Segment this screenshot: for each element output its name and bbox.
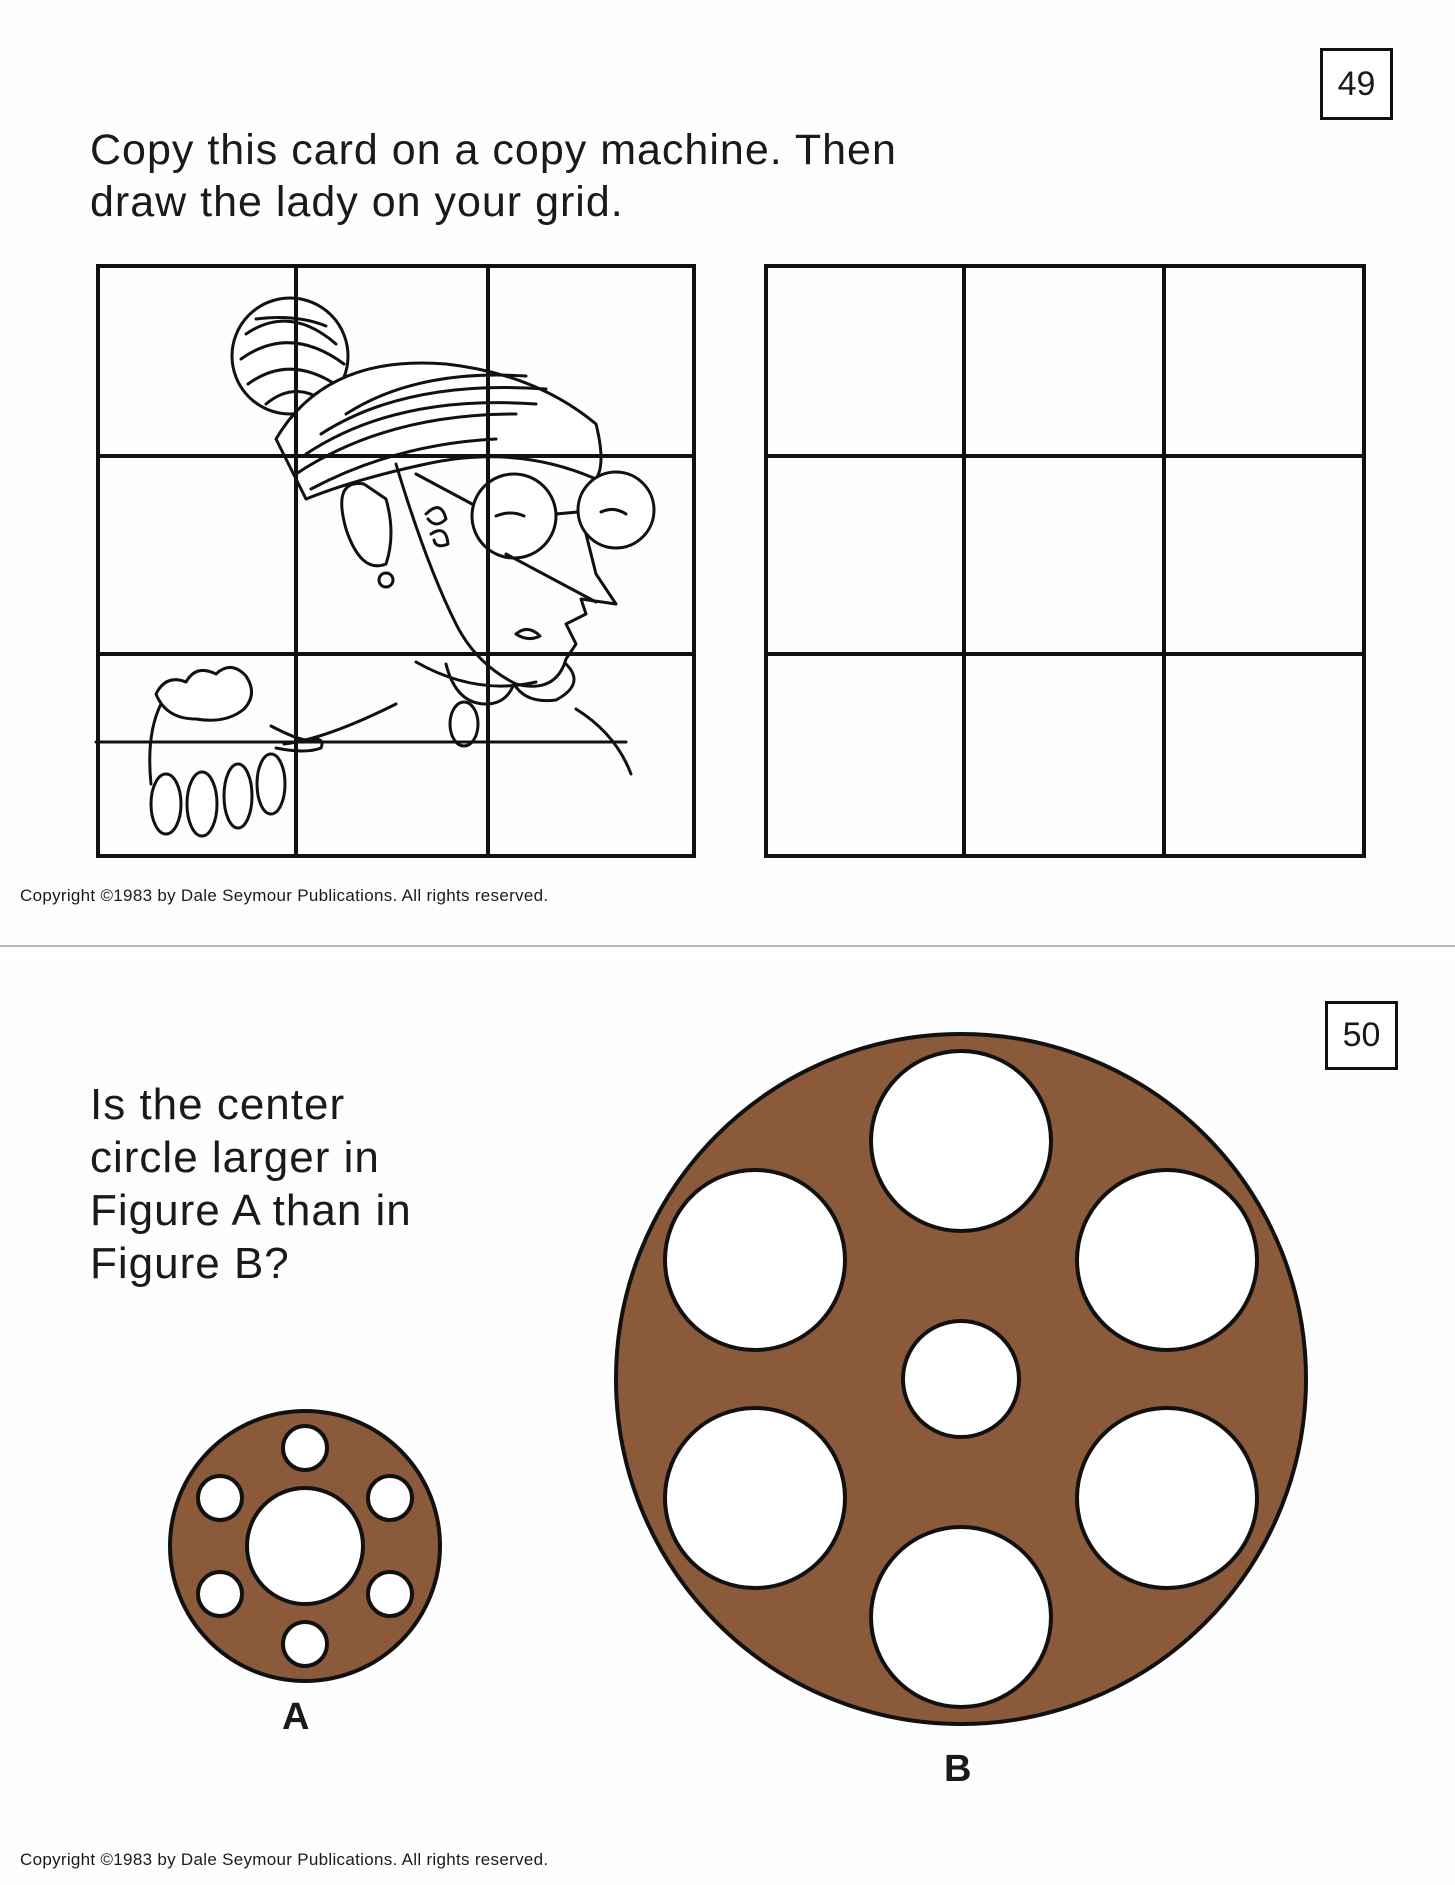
figure-b — [610, 1028, 1312, 1730]
prompt-line-4: Figure B? — [90, 1239, 290, 1288]
figure-b-label: B — [944, 1748, 972, 1790]
lady-drawing-grid — [96, 264, 696, 858]
card-50-prompt — [90, 1078, 412, 1290]
copyright-50: Copyright ©1983 by Dale Seymour Publications. All rights reserved. — [20, 1850, 549, 1869]
card-50 — [0, 958, 1455, 1885]
ear — [342, 484, 391, 566]
copyright-49: Copyright ©1983 by Dale Seymour Publications. All rights reserved. — [20, 886, 549, 905]
card-49-prompt — [90, 124, 897, 228]
grid-left — [98, 266, 694, 856]
card-number-49: 49 — [1320, 48, 1393, 120]
prompt-line-2: circle larger in — [90, 1133, 380, 1182]
earring — [379, 573, 393, 587]
blank-grid — [764, 264, 1366, 858]
glasses-left — [472, 474, 556, 558]
prompt-line-1: Copy this card on a copy machine. Then — [90, 126, 897, 174]
card-number-50: 50 — [1325, 1001, 1398, 1070]
prompt-line-1: Is the center — [90, 1080, 346, 1129]
prompt-line-3: Figure A than in — [90, 1186, 412, 1235]
figure-a-label: A — [282, 1696, 310, 1738]
figure-a-center-circle — [247, 1488, 363, 1604]
brooch — [450, 702, 478, 746]
prompt-line-2: draw the lady on your grid. — [90, 178, 624, 226]
figure-a — [165, 1406, 445, 1686]
figure-b-center-circle — [903, 1321, 1019, 1437]
lady-drawing — [96, 298, 654, 836]
cuff — [156, 667, 252, 720]
